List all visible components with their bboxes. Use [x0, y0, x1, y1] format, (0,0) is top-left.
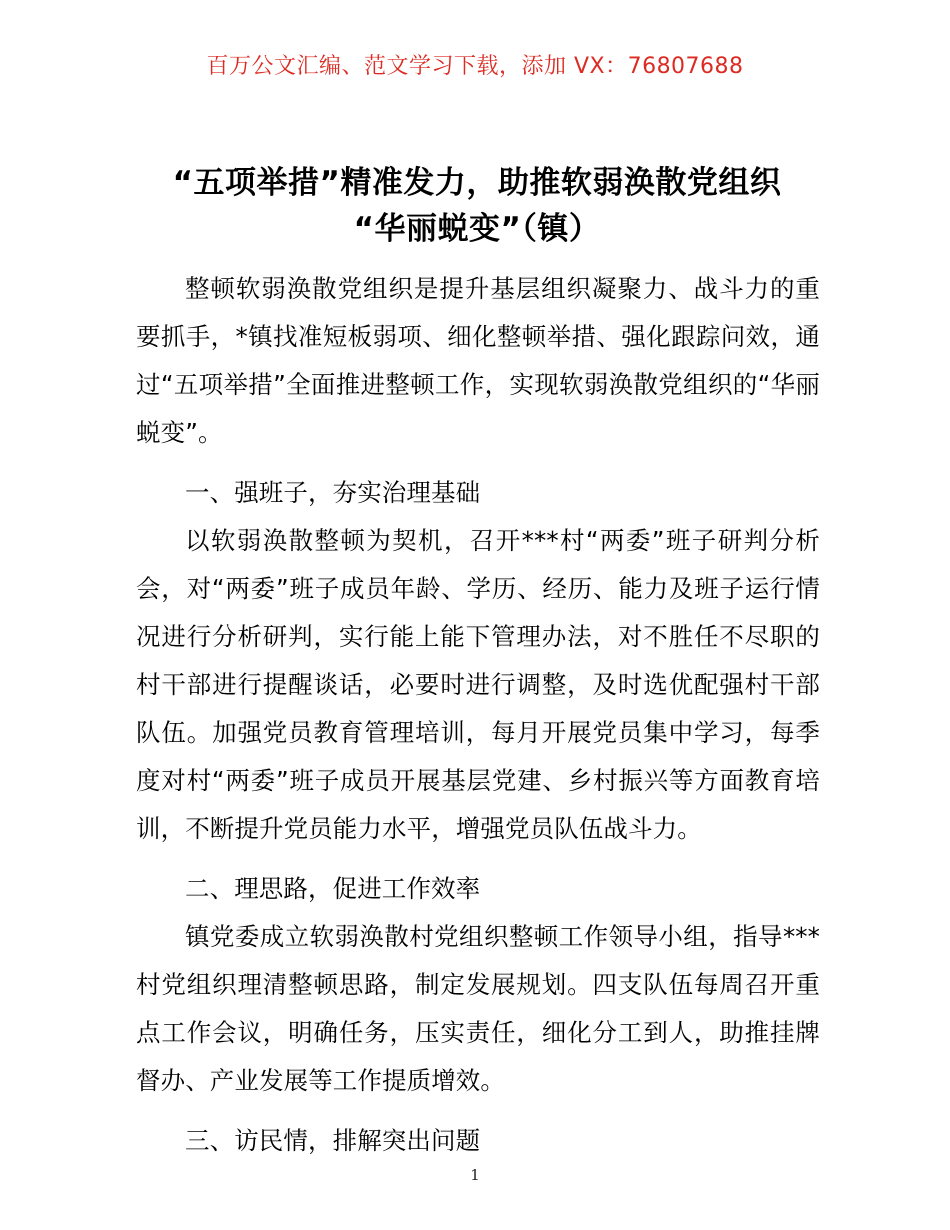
section-heading-3: 三、访民情，排解突出问题: [185, 1126, 481, 1155]
page-title: [135, 160, 819, 252]
section-paragraph-1: 以软弱涣散整顿为契机，召开***村“两委”班子研判分析会，对“两委”班子成员年龄、学历、经历、能力及班子运行情况进行分析研判，实行能上能下管理办法，对不胜任不尽职的村干部进行提醒谈话，必要时进行调整，及时选优配强村干部队伍。加强党员教育管理培训，每月开展党员集中学习，每季度对村“两委”班子成员开展基层党建、乡村振兴等方面教育培训，不断提升党员能力水平，增强党员队伍战斗力。: [136, 526, 820, 843]
document-body: [136, 265, 820, 1165]
title-line-2: “华丽蜕变”（镇）: [353, 211, 601, 247]
footer-page-number: 1: [470, 1166, 480, 1184]
intro-paragraph: 整顿软弱涣散党组织是提升基层组织凝聚力、战斗力的重要抓手，*镇找准短板弱项、细化整顿举措、强化跟踪问效，通过“五项举措”全面推进整顿工作，实现软弱涣散党组织的“华丽蜕变”。: [136, 274, 820, 447]
promo-banner: 百万公文汇编、范文学习下载，添加 VX：76807688: [206, 54, 744, 79]
section-heading-2: 二、理思路，促进工作效率: [185, 874, 481, 903]
title-line-1: “五项举措”精准发力，助推软弱涣散党组织: [172, 165, 782, 201]
section-paragraph-2: 镇党委成立软弱涣散村党组织整顿工作领导小组，指导***村党组织理清整顿思路，制定发展规划。四支队伍每周召开重点工作会议，明确任务，压实责任，细化分工到人，助推挂牌督办、产业发展等工作提质增效。: [136, 922, 820, 1095]
section-heading-1: 一、强班子，夯实治理基础: [185, 478, 481, 507]
